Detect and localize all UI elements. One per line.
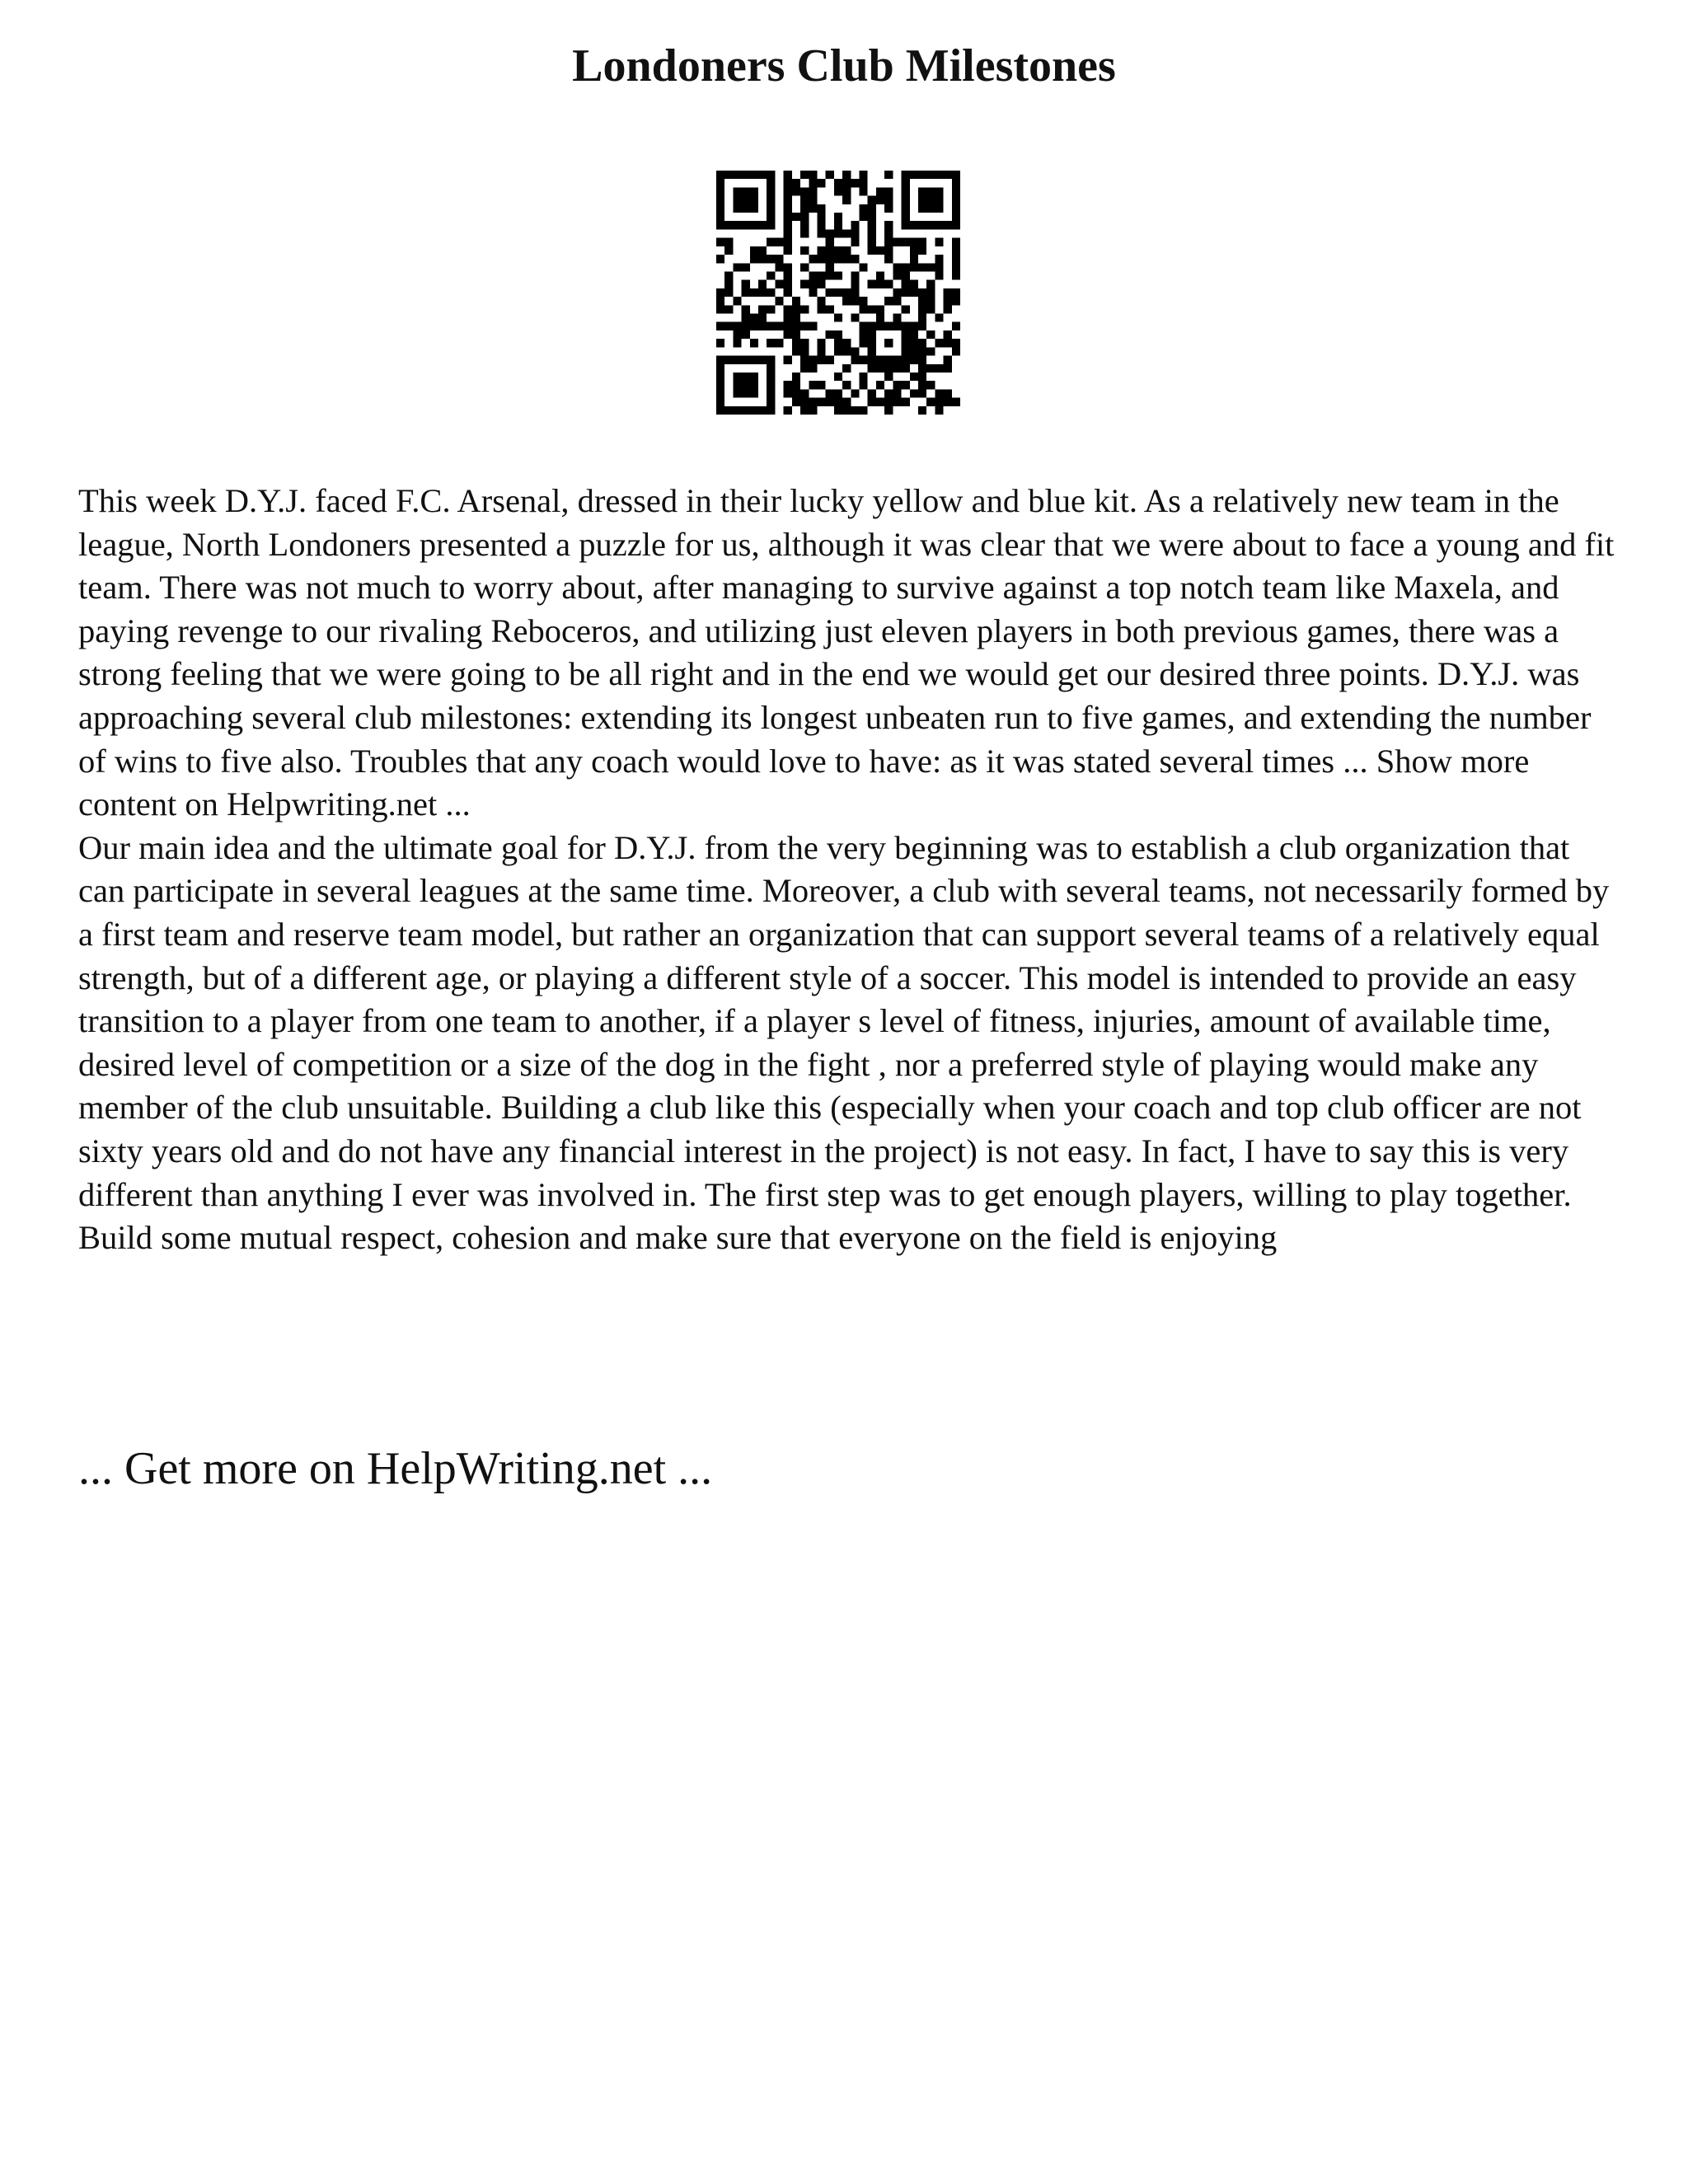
paragraph-1: This week D.Y.J. faced F.C. Arsenal, dressed in their lucky yellow and blue kit. As a relatively new team in the league, North Londoners presented a puzzle for us, although it was clear that we were about to face a young and fit team. There was not much to worry about, after managing to survive against a top notch team like Maxela, and paying revenge to our rivaling Reboceros, and utilizing just eleven players in both previous games, there was a strong feeling that we were going to be all right and in the end we would get our desired three points. D.Y.J. was approaching several club milestones: extending its longest unbeaten run to five games, and extending the number of wins to five also. Troubles that any coach would love to have: as it was stated several times ... Show more content on Helpwriting.net ... [78,482,1615,823]
qr-code-icon [716,171,960,415]
paragraph-2: Our main idea and the ultimate goal for D.Y.J. from the very beginning was to establish a club organization that can participate in several leagues at the same time. Moreover, a club with several teams, not necessarily formed by a first team and reserve team model, but rather an organization that can support several teams of a relatively equal strength, but of a different age, or playing a different style of a soccer. This model is intended to provide an easy transition to a player from one team to another, if a player s level of fitness, injuries, amount of available time, desired level of competition or a size of the dog in the fight , nor a preferred style of playing would make any member of the club unsuitable. Building a club like this (especially when your coach and top club officer are not sixty years old and do not have any financial interest in the project) is not easy. In fact, I have to say this is very different than anything I ever was involved in. The first step was to get enough players, willing to play together. Build some mutual respect, cohesion and make sure that everyone on the field is enjoying [78,828,1610,1257]
get-more-link[interactable]: ... Get more on HelpWriting.net ... [78,1443,713,1494]
article-body [78,480,1620,1260]
page-title: Londoners Club Milestones [572,40,1116,91]
